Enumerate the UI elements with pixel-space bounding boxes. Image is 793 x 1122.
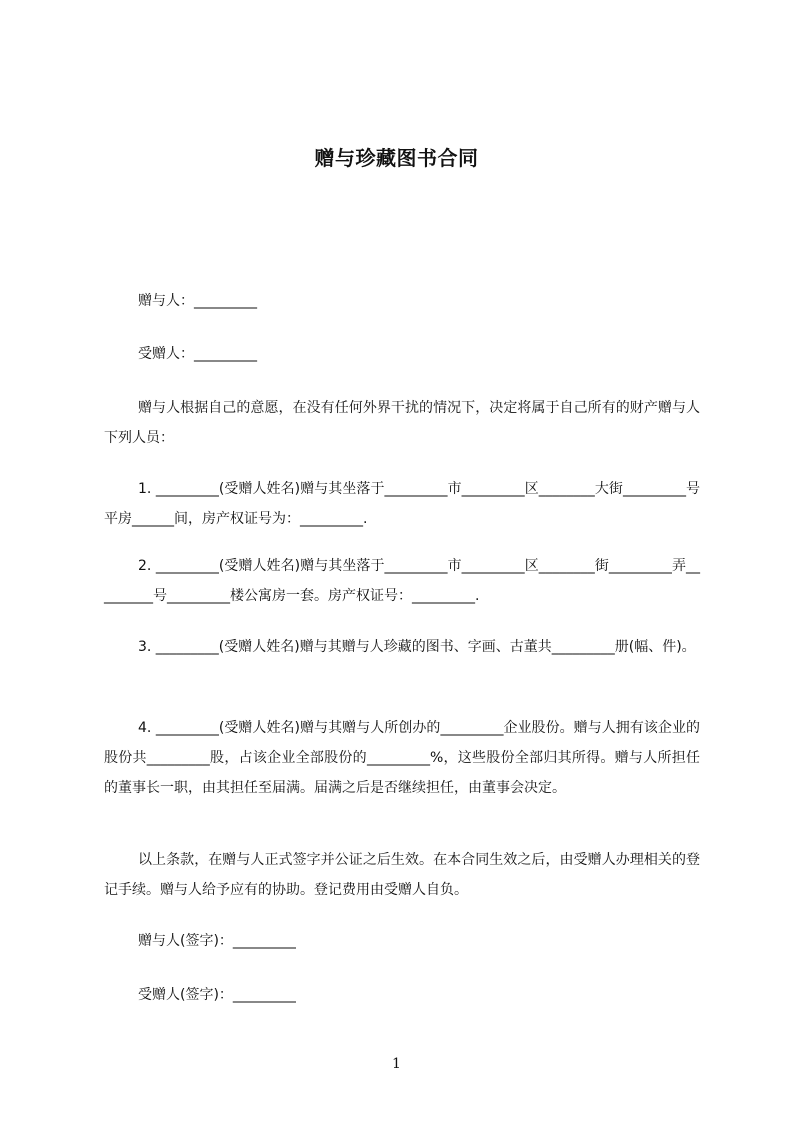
document-title: 赠与珍藏图书合同 <box>314 146 479 170</box>
clause-4: 4. _________(受赠人姓名)赠与其赠与人所创办的_________企业股份。赠与人拥有该企业的股份共_________股，占该企业全部股份的_________%，这些股份全部归其所得。赠与人所担任的董事长一职，由其担任至届满。届满之后是否继续担任，由董事会决定。 <box>104 720 700 796</box>
page-number: 1 <box>392 1056 401 1072</box>
donee-line: 受赠人：_________ <box>138 346 257 362</box>
effect-clause: 以上条款，在赠与人正式签字并公证之后生效。在本合同生效之后，由受赠人办理相关的登记手续。赠与人给予应有的协助。登记费用由受赠人自负。 <box>104 852 700 898</box>
clause-3: 3. _________(受赠人姓名)赠与其赠与人珍藏的图书、字画、古董共_________册(幅、件)。 <box>138 639 696 655</box>
donee-signature-line: 受赠人(签字)：_________ <box>138 987 296 1003</box>
donor-signature-line: 赠与人(签字)：_________ <box>138 933 296 949</box>
clause-1: 1. _________(受赠人姓名)赠与其坐落于_________市_________区________大街_________号平房______间，房产权证号为：_________. <box>104 481 700 527</box>
clause-2: 2. _________(受赠人姓名)赠与其坐落于_________市_________区________街_________弄_________号_________楼公寓房一套。房产权证号：_________. <box>104 558 700 604</box>
intro-paragraph: 赠与人根据自己的意愿，在没有任何外界干扰的情况下，决定将属于自己所有的财产赠与人下列人员： <box>104 400 700 446</box>
donor-line: 赠与人：_________ <box>138 293 257 309</box>
